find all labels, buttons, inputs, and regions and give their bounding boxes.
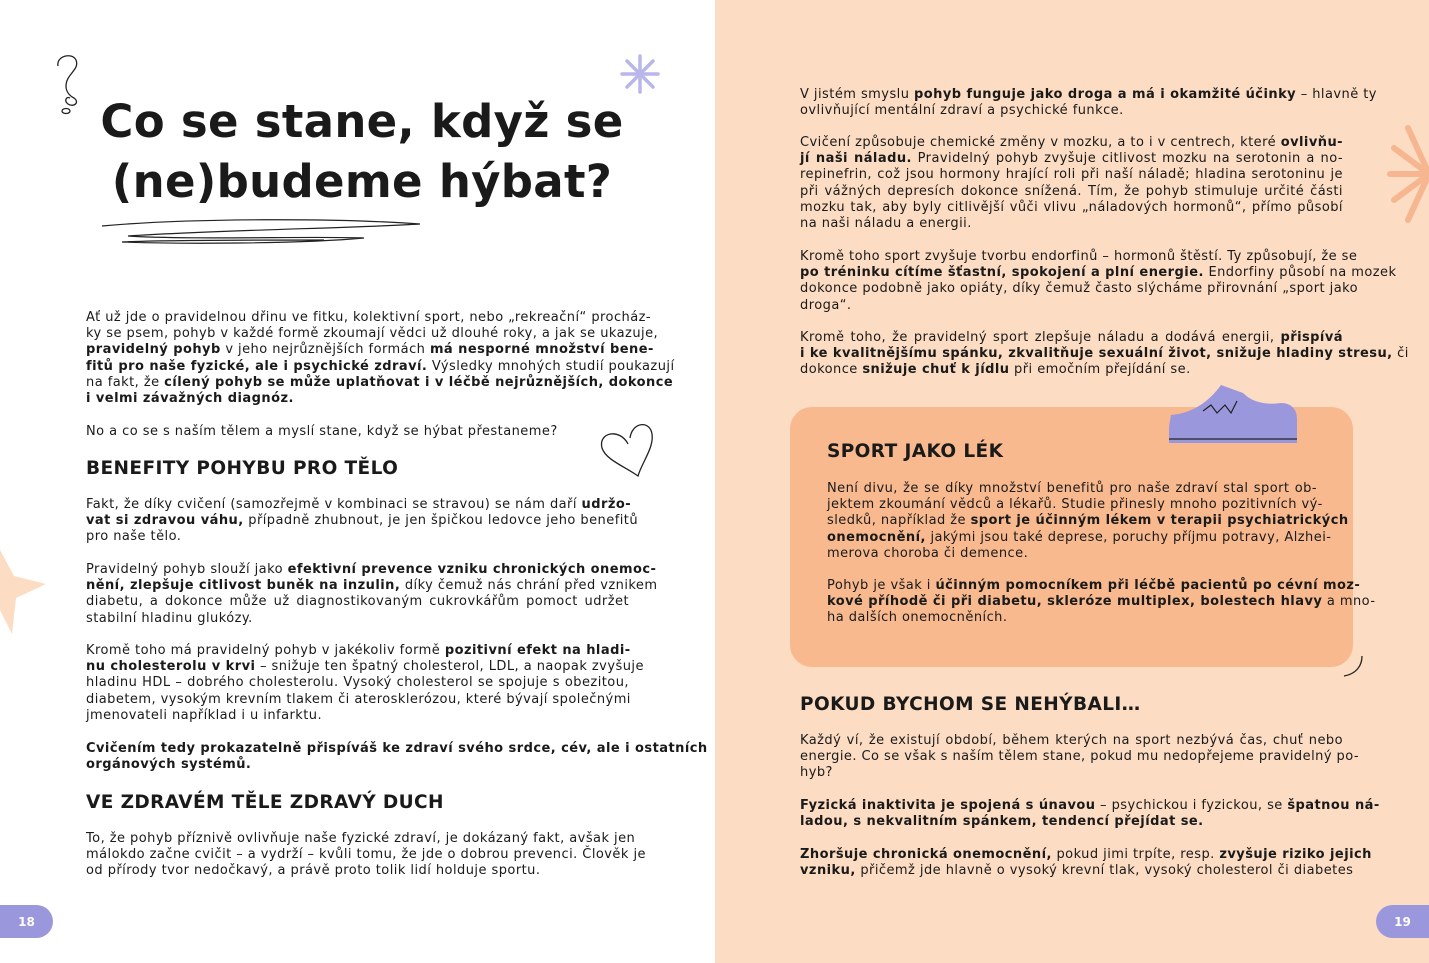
text-run: energie. Co se však s naším tělem stane, pokud mu nedopřejeme pravidelný po- [800,749,1360,765]
mind-paragraph [86,831,646,880]
text-run: repinefrin, což jsou hormony hrající roli při naší náladě; hladina serotoninu je [800,167,1343,183]
text-line [800,298,1343,314]
text-run: dokonce [800,362,863,378]
text-line [86,611,629,627]
text-line [800,798,1380,814]
page-number-left: 18 [0,905,53,938]
question-mark-doodle-icon [48,52,84,118]
bold-run: snižuje chuť k jídlu [862,362,1010,378]
bold-run: zvyšuje riziko jejich [1219,847,1372,862]
title-underline-scribble-icon [98,214,428,248]
text-line [800,749,1360,765]
text-line [86,594,629,610]
bold-run: fitů pro naše fyzické, ale i psychické zdraví. [86,358,428,374]
text-run: a mno- [1322,594,1376,610]
text-line [86,863,629,879]
title-line-2: (ne)budeme hýbat? [111,155,613,208]
text-run: případně zhubnout, je jen špičkou ledovce jeho benefitů [243,513,639,529]
bold-run: udržo- [581,497,632,512]
text-line [86,741,708,757]
bold-run: kové příhodě či při diabetu, skleróze multiplex, bolestech hlavy [827,594,1323,610]
text-run: pro naše tělo. [86,529,182,545]
text-line [800,135,1343,151]
text-line [800,863,1354,879]
prevention-paragraph [86,562,658,627]
bold-run: orgánových systémů. [86,757,252,773]
text-run: ky se psem, pohyb v každé formě zkoumají vědci už dlouhé roky, a jak se ukazuje, [86,326,659,342]
bold-run: ovlivňu- [1280,135,1343,150]
text-run: Pravidelný pohyb zvyšuje citlivost mozku na serotonin a no- [911,151,1343,167]
bold-run: špatnou ná- [1287,798,1380,813]
text-line [800,216,1343,232]
text-line [800,103,1343,119]
text-line [86,374,674,391]
text-run: sledků, například že [827,513,971,529]
cholesterol-paragraph [86,643,644,724]
text-run: Ať už jde o pravidelnou dřinu ve fitku, kolektivní sport, nebo „rekreační“ procház- [86,310,652,325]
bold-run: účinným pomocníkem při léčbě pacientů po cévní moz- [935,578,1361,593]
text-run: Pravidelný pohyb slouží jako [86,562,288,577]
text-run: jakými jsou také deprese, poruchy příjmu potravy, Alzhei- [925,529,1332,545]
text-line [86,342,654,358]
text-line [800,281,1359,297]
corner-swoosh-icon [1340,654,1366,680]
sun-rays-icon [1382,118,1429,230]
text-run: stabilní hladinu glukózy. [86,610,253,626]
bold-run: pozitivní efekt na hladi- [444,643,631,658]
text-run: hladinu HDL – dobrého cholesterolu. Vysoký cholesterol se spojuje s obezitou, [86,675,629,691]
text-line [86,675,629,691]
heading-inactive: POKUD BYCHOM SE NEHÝBALI… [800,694,1141,715]
text-run: pokud jimi trpíte, resp. [1051,847,1220,862]
page-title [92,92,632,212]
text-line [800,814,1343,830]
text-run: Kromě toho, že pravidelný sport zlepšuje náladu a dodává energii, [800,330,1281,345]
fatigue-paragraph [800,798,1380,830]
text-line [800,200,1343,216]
bold-run: Cvičením tedy prokazatelně přispíváš ke zdraví svého srdce, cév, ale i ostatních [86,741,708,756]
text-line [86,497,632,513]
text-run: v jeho nejrůznějších formách [220,342,430,358]
text-line [800,87,1377,103]
text-run: od přírody tvor nedočkavý, a právě proto tolik lidí holduje sportu. [86,863,541,879]
text-run: Výsledky mnohých studií poukazují [427,358,675,374]
text-run: díky čemuž nás chrání před vznikem [400,578,658,594]
text-line [86,692,629,708]
text-run: – psychickou i fyzickou, se [1095,798,1288,813]
bold-run: přispívá [1280,330,1343,345]
bold-run: jí naši náladu. [800,151,912,167]
text-line [800,362,1343,378]
text-run: jektem zkoumání vědců a lékařů. Studie přinesly mnoho pozitivních vý- [827,497,1323,513]
text-line [800,330,1343,346]
text-line [800,733,1343,749]
title-line-1: Co se stane, když se [100,95,624,148]
text-line [86,578,658,594]
asterisk-icon [618,52,662,96]
text-run: mozku tak, aby byly citlivější vůči vlivu „náladových hormonů“, přímo působí [800,199,1343,215]
text-line [827,578,1361,594]
text-run: ha dalších onemocněních. [827,610,1008,626]
bold-run: sport je účinným lékem v terapii psychiatrických [970,513,1349,529]
text-run: dokonce podobně jako opiáty, díky čemuž často slýcháme přirovnání „sport jako [800,281,1359,297]
bold-run: vat si zdravou váhu, [86,513,244,529]
bold-run: vzniku, [800,863,856,879]
bold-run: pohyb funguje jako droga a má i okamžité účinky [914,87,1297,102]
heading-mind: VE ZDRAVÉM TĚLE ZDRAVÝ DUCH [86,792,444,813]
text-line [827,610,1317,626]
text-line [86,513,639,529]
text-line [800,847,1372,863]
text-line [800,184,1343,200]
text-run: Fakt, že díky cvičení (samozřejmě v kombinaci se stravou) se nám daří [86,497,582,512]
bold-run: i ke kvalitnějšímu spánku, zkvalitňuje sexuální život, snižuje hladiny stresu, [800,346,1393,362]
box-heading: SPORT JAKO LÉK [827,441,1004,462]
bold-run: po tréninku cítíme šťastní, spokojení a plní energie. [800,265,1204,281]
text-line [800,765,1343,781]
sleep-paragraph [800,330,1409,379]
sneaker-icon [1165,383,1300,449]
text-line [827,513,1349,529]
text-run: droga“. [800,297,852,313]
text-line [827,594,1376,610]
endorphins-paragraph [800,249,1397,314]
text-run: Endorfiny působí na mozek [1203,265,1397,281]
text-line [86,831,636,847]
bold-run: onemocnění, [827,529,926,545]
text-run: Kromě toho má pravidelný pohyb v jakékoliv formě [86,643,445,658]
text-run: na naši náladu a energii. [800,216,972,232]
chemical-paragraph [800,135,1343,232]
bold-run: efektivní prevence vzniku chronických onemoc- [287,562,657,577]
time-paragraph [800,733,1360,782]
text-line [86,757,629,773]
text-run: diabetem, vysokým krevním tlakem či aterosklerózou, které bývají společnými [86,691,631,707]
text-run: při vážných depresích dokonce snížená. Tím, že pohyb stimuluje určité části [800,183,1343,199]
text-line [800,346,1409,362]
bold-run: nění, zlepšuje citlivost buněk na inzulin, [86,578,401,594]
bold-run: Fyzická inaktivita je spojená s únavou [800,798,1096,813]
text-line [800,151,1343,167]
bold-run: pravidelný pohyb [86,342,221,358]
bold-run: Zhoršuje chronická onemocnění, [800,847,1052,862]
drug-paragraph [800,87,1377,119]
weight-paragraph [86,497,639,546]
bold-run: nu cholesterolu v krvi [86,659,256,675]
text-line [86,391,629,407]
bold-run: má nesporné množství bene- [429,342,654,358]
text-line [86,562,657,578]
text-run: To, že pohyb příznivě ovlivňuje naše fyzické zdraví, je dokázaný fakt, avšak jen [86,831,636,846]
text-run: na fakt, že [86,374,165,390]
text-run: jmenovateli například i u infarktu. [86,707,323,723]
box-paragraph-1 [827,481,1349,562]
text-run: či [1392,346,1409,362]
text-line [86,847,646,863]
text-run: přičemž jde hlavně o vysoký krevní tlak, vysoký cholesterol či diabetes [855,863,1354,879]
intro-paragraph [86,310,675,407]
text-line [827,481,1317,497]
text-run: Kromě toho sport zvyšuje tvorbu endorfinů – hormonů štěstí. Ty způsobují, že se [800,249,1358,264]
text-line [827,497,1323,513]
bold-run: i velmi závažných diagnóz. [86,391,294,407]
heart-paragraph [86,741,708,773]
text-line [827,546,1317,562]
text-line [800,249,1358,265]
text-line [86,708,629,724]
question-paragraph [86,424,629,440]
chronic-paragraph [800,847,1372,879]
bold-run: cílený pohyb se může uplatňovat i v léčbě nejrůznějších, dokonce [164,374,674,390]
text-run: málokdo začne cvičit – a vydrží – kvůli tomu, že jde o dobrou prevenci. Člověk je [86,847,646,863]
text-line [86,326,659,342]
heading-benefits: BENEFITY POHYBU PRO TĚLO [86,458,399,479]
text-line [800,265,1397,281]
text-line [800,167,1343,183]
text-line [86,310,652,326]
box-paragraph-2 [827,578,1376,627]
bold-run: ladou, s nekvalitním spánkem, tendencí přejídat se. [800,814,1204,830]
text-run: při emočním přejídání se. [1009,362,1191,378]
page-number-right: 19 [1376,905,1429,938]
star-burst-icon [0,540,50,636]
text-run: V jistém smyslu [800,87,914,102]
text-line [86,659,644,675]
text-run: diabetu, a dokonce může už diagnostikovaným cukrovkářům pomoct udržet [86,594,629,610]
text-run: Není divu, že se díky množství benefitů pro naše zdraví stal sport ob- [827,481,1317,496]
text-run: Každý ví, že existují období, během kterých na sport nezbývá čas, chuť nebo [800,733,1343,748]
text-run: Cvičení způsobuje chemické změny v mozku, a to i v centrech, které [800,135,1281,150]
text-run: – snižuje ten špatný cholesterol, LDL, a naopak zvyšuje [255,659,644,675]
text-run: hyb? [800,765,833,781]
text-line [86,529,629,545]
text-run: merova choroba či demence. [827,545,1029,561]
text-line [827,529,1332,546]
text-run: ovlivňující mentální zdraví a psychické funkce. [800,103,1124,119]
text-run: Pohyb je však i [827,578,936,593]
text-line [86,643,629,659]
text-line [86,358,675,375]
question-text: No a co se s naším tělem a myslí stane, když se hýbat přestaneme? [86,424,558,439]
text-run: – hlavně ty [1296,87,1377,102]
